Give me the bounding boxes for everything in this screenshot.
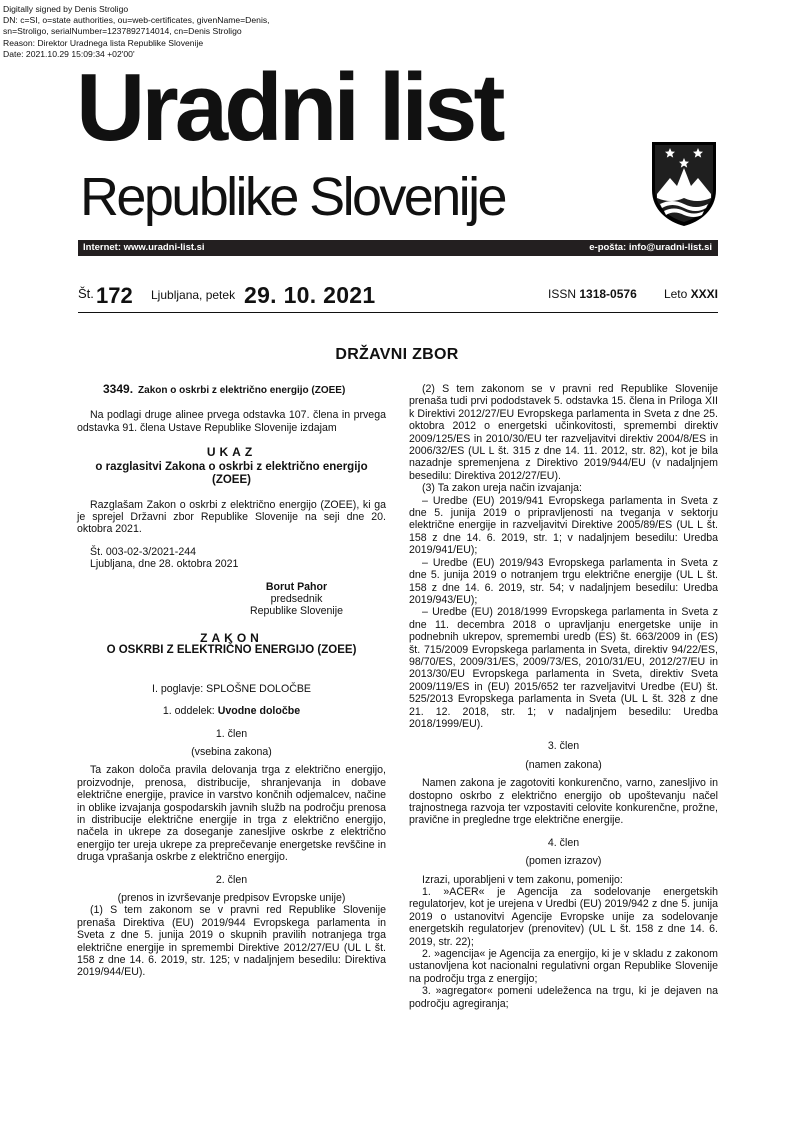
intro-paragraph: Na podlagi druge alinee prvega odstavka 107. člena in prvega odstavka 91. člena Ustave Republike Slovenije izdajam: [77, 409, 386, 434]
signer-organization: Republike Slovenije: [249, 605, 344, 618]
article-number: 2. člen: [215, 873, 248, 886]
article-title: (prenos in izvrševanje predpisov Evropske unije): [117, 891, 346, 904]
year-value: XXXI: [690, 287, 718, 301]
issn-value: 1318-0576: [579, 287, 637, 301]
signature-line: Date: 2021.10.29 15:09:34 +02'00': [3, 48, 135, 59]
ukaz-heading: UKAZ: [206, 445, 257, 460]
article-text: Namen zakona je zagotoviti konkurenčno, varno, zanesljivo in dostopno oskrbo z električno energijo ob upoštevanju načel trajnostnega razvoja ter vzpostaviti celovite konkurenčne, prožne, pravične in pregledne trge električne energije.: [409, 777, 718, 827]
article-number: 4. člen: [547, 836, 580, 849]
definition-item: 1. »ACER« je Agencija za sodelovanje energetskih regulatorjev, kot je urejena v Uredbi (EU) 2019/942 z dne 5. junija 2019 o ustanovitvi Agencije Evropske unije za sodelovanje energetskih regulatorjev (prenovitev) (UL L št. 158 z dne 14. 6. 2019, str. 22);: [409, 886, 718, 948]
section-heading: DRŽAVNI ZBOR: [335, 346, 459, 363]
article-paragraph: (3) Ta zakon ureja način izvajanja:: [422, 482, 582, 495]
issue-number: 172: [96, 283, 133, 308]
article-text: Ta zakon določa pravila delovanja trga z električno energijo, proizvodnje, prenosa, distribucije, shranjevanja in dobave električne energije, pravice in varstvo končnih odjemalcev, načine in oblike izvajanja gospodarskih javnih služb na področju prenosa in distribucije električne energije in trga z električno energijo, načela in ukrepe za doseganje zanesljive oskrbe z električno energijo ter ureja ukrepe za preprečevanje energetske revščine in druga vprašanja oskrbe z električno energijo.: [77, 764, 386, 864]
act-number: 3349.: [103, 382, 134, 396]
reference-date: Ljubljana, dne 28. oktobra 2021: [90, 558, 239, 571]
signer-role: predsednik: [270, 593, 323, 606]
act-heading: [77, 383, 386, 397]
article-title: (vsebina zakona): [191, 745, 272, 758]
header-rule: [78, 312, 718, 313]
definition-item: 2. »agencija« je Agencija za energijo, ki je v skladu z zakonom ustanovljena kot nacionalni regulativni organ Republike Slovenije na področju trga z energijo;: [409, 948, 718, 985]
volume-year: [664, 287, 718, 301]
proclamation-paragraph: Razglašam Zakon o oskrbi z električno energijo (ZOEE), ki ga je sprejel Državni zbor Republike Slovenije na seji dne 20. oktobra 2021.: [77, 498, 386, 536]
ukaz-subheading: o razglasitvi Zakona o oskrbi z električno energijo (ZOEE): [95, 460, 368, 486]
law-heading: ZAKON: [200, 630, 263, 645]
issue-number-label: Št.: [78, 286, 94, 301]
issn: [548, 287, 637, 301]
subsection-prefix: 1. oddelek:: [162, 705, 215, 718]
list-item: – Uredbe (EU) 2019/941 Evropskega parlamenta in Sveta z dne 5. junija 2019 o pripravljenosti na tveganja v sektorju električne energije in razveljavitvi Direktive 2005/89/ES (UL L št. 158 z dne 14. 6. 2019, str. 1; v nadaljnjem besedilu: Uredba 2019/941/EU);: [409, 494, 718, 557]
right-column: [409, 383, 718, 1010]
article-paragraph: (2) S tem zakonom se v pravni red Republike Slovenije prenaša tudi prvi pododstavek 5. odstavka 15. člena in Priloga XII k Direktivi 2012/27/EU Evropskega parlamenta in Sveta z dne 25. oktobra 2012 o energetski učinkovitosti, spremembi direktiv 2009/125/ES in 2010/30/EU ter razveljavitvi direktiv 2004/8/ES in 2006/32/ES (UL L št. 315 z dne 14. 11. 2012, str. 82), kot je bila nazadnje spremenjena z Direktivo 2019/944/EU (v nadaljnjem besedilu: Direktiva 2012/27/EU).: [409, 383, 718, 482]
chapter-heading: I. poglavje: SPLOŠNE DOLOČBE: [152, 682, 311, 695]
masthead-title: Uradni list: [76, 54, 502, 161]
coat-of-arms-icon: [650, 138, 718, 228]
website-link[interactable]: Internet: www.uradni-list.si: [83, 242, 205, 253]
article-title: (namen zakona): [525, 758, 602, 771]
digital-signature-block: [3, 4, 333, 60]
subsection-title: Uvodne določbe: [217, 705, 301, 718]
year-label: Leto: [663, 287, 688, 301]
article-text: Izrazi, uporabljeni v tem zakonu, pomenijo:: [422, 873, 623, 886]
signature-line: sn=Stroligo, serialNumber=1237892714014, cn=Denis Stroligo: [3, 26, 242, 37]
issue-place-day: Ljubljana, petek: [151, 288, 236, 302]
masthead-subtitle: Republike Slovenije: [80, 167, 505, 227]
left-column: [77, 383, 386, 979]
article-title: (pomen izrazov): [525, 855, 602, 868]
issn-label: ISSN: [548, 287, 577, 301]
list-item: – Uredbe (EU) 2018/1999 Evropskega parlamenta in Sveta z dne 11. decembra 2018 o upravljanju energetske unije in podnebnih ukrepov, spremembi uredb (ES) št. 663/2009 in (ES) št. 715/2009 Evropskega parlamenta in Sveta, direktiv 94/22/ES, 98/70/ES, 2009/31/ES, 2009/73/ES, 2010/31/EU, 2012/27/EU in 2013/30/EU Evropskega parlamenta in Sveta, direktiv Sveta 2009/119/ES in (EU) 2015/652 ter razveljavitvi Uredbe (EU) št. 525/2013 Evropskega parlamenta in Sveta (UL L št. 328 z dne 21. 12. 2018, str. 1; v nadaljnjem besedilu: Uredba 2018/1999/EU).: [409, 606, 718, 730]
issue-date: 29. 10. 2021: [244, 282, 376, 308]
issue-line: [78, 283, 718, 311]
subsection-heading: [77, 705, 386, 717]
reference-number: Št. 003-02-3/2021-244: [90, 545, 197, 558]
definition-item: 3. »agregator« pomeni udeleženca na trgu, ki je dejaven na področju agregiranja;: [409, 985, 718, 1010]
list-item: – Uredbe (EU) 2019/943 Evropskega parlamenta in Sveta z dne 5. junija 2019 o notranjem trgu električne energije (UL L št. 158 z dne 14. 6. 2019, str. 54; v nadaljnjem besedilu: Uredba 2019/943/EU);: [409, 556, 718, 606]
signature-line: Digitally signed by Denis Stroligo: [3, 4, 129, 14]
masthead-contact-bar: [78, 240, 718, 256]
signature-line: Reason: Direktor Uradnega lista Republike Slovenije: [3, 37, 204, 48]
signature-line: DN: c=SI, o=state authorities, ou=web-certificates, givenName=Denis,: [3, 15, 270, 26]
article-number: 3. člen: [547, 740, 580, 753]
article-number: 1. člen: [215, 727, 248, 740]
article-text: (1) S tem zakonom se v pravni red Republike Slovenije prenaša Direktiva (EU) 2019/944 Evropskega parlamenta in Sveta z dne 5. junija 2019 o skupnih pravilih notranjega trga električne energije in spremembi Direktive 2012/27/EU (UL L št. 158 z dne 14. 6. 2019, str. 125; v nadaljnjem besedilu: Direktiva 2019/944/EU).: [77, 904, 386, 979]
act-name: Zakon o oskrbi z električno energijo (ZOEE): [138, 385, 346, 396]
law-title: O OSKRBI Z ELEKTRIČNO ENERGIJO (ZOEE): [106, 644, 357, 657]
signer-name: Borut Pahor: [265, 580, 328, 593]
email-link[interactable]: e-pošta: info@uradni-list.si: [589, 242, 712, 253]
